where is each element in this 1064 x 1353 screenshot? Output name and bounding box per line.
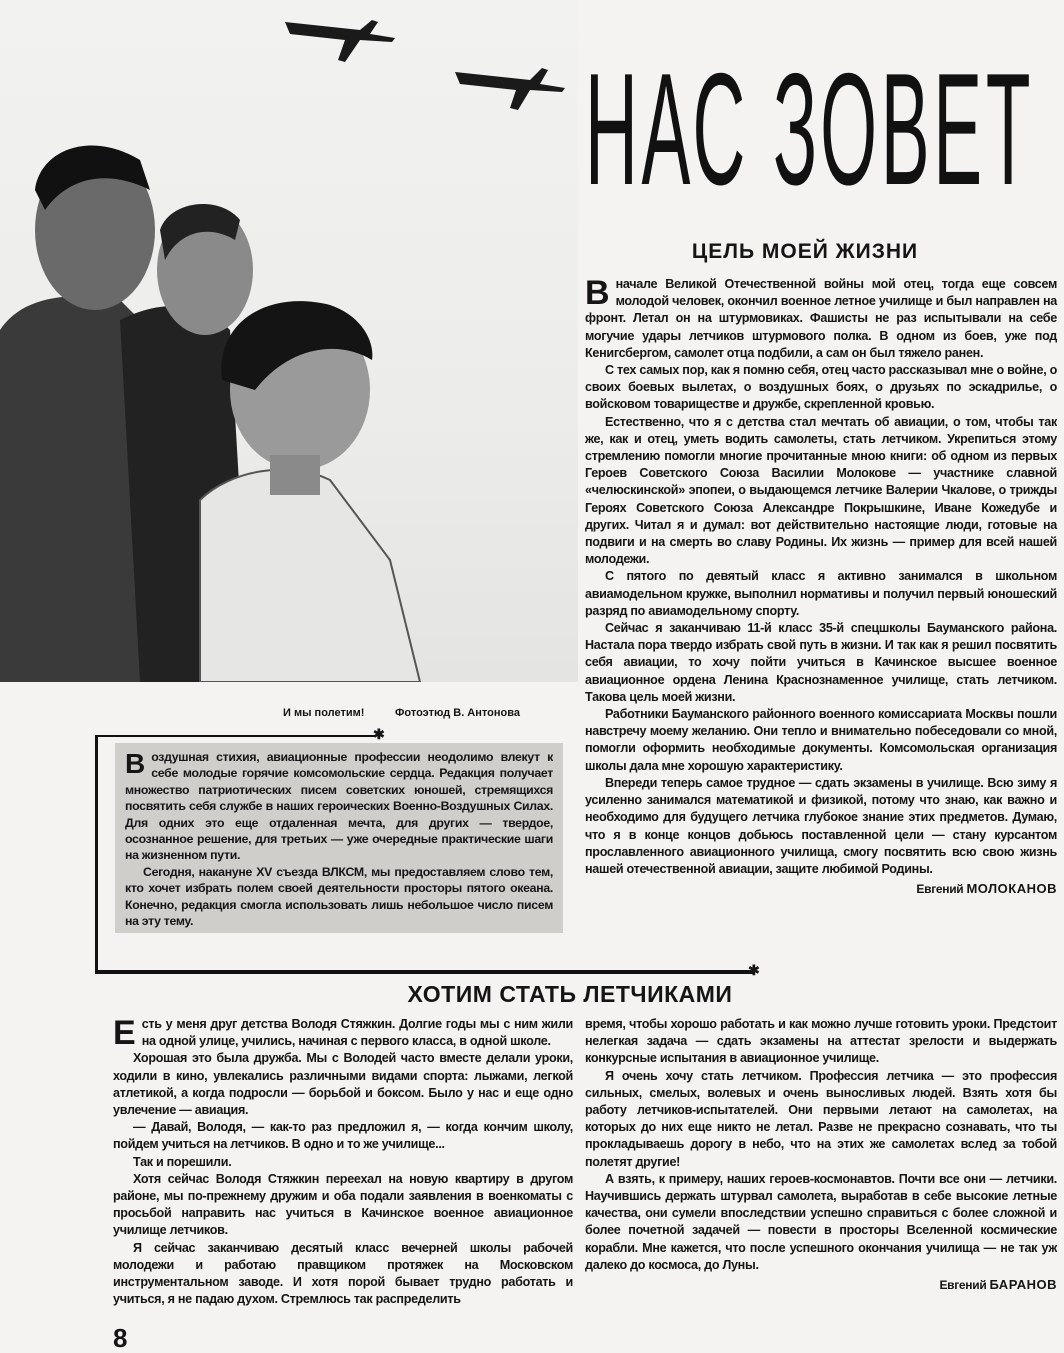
- page-number: 8: [113, 1323, 128, 1353]
- drop-cap: В: [125, 748, 146, 779]
- drop-cap: Е: [113, 1014, 136, 1052]
- article2-column-1: [113, 1016, 573, 1308]
- article1-heading: ЦЕЛЬ МОЕЙ ЖИЗНИ: [691, 240, 919, 263]
- frame-rule: [95, 970, 755, 974]
- star-ornament-icon: ✱: [373, 726, 385, 742]
- article2-paragraph: А взять, к примеру, наших героев-космонавтов. Почти все они — летчики. Научившись держать штурвал самолета, выработав в себе высокие летные качества, они сумели впоследствии успешно справиться с более сложной и более почетной задачей — повести в просторы Вселенной космические корабли. Мне кажется, что после успешного окончания училища — не так уж далеко до космоса, до Луны.: [585, 1171, 1057, 1272]
- editorial-paragraph: [125, 749, 553, 864]
- drop-cap: В: [585, 274, 610, 312]
- article1-paragraph: [585, 276, 1057, 362]
- article1-paragraph: Сейчас я заканчиваю 11-й класс 35-й спецшколы Бауманского района. Настала пора твердо избрать свой путь в жизни. И так как я решил посвятить себя авиации, то хочу пойти учиться в Качинское высшее военное авиационное ордена Ленина Краснознаменное училище, стать летчиком. Такова цель моей жизни.: [585, 621, 1057, 704]
- article2-paragraph: время, чтобы хорошо работать и как можно лучше готовить уроки. Предстоит нелегкая задача — сдать экзамены на аттестат зрелости и выдержать конкурсные испытания в авиационное училище.: [585, 1017, 1057, 1066]
- article2-paragraph: Так и порешили.: [133, 1154, 232, 1169]
- author-first-name: Евгений: [916, 882, 964, 897]
- page-title-text: НАС ЗОВЕТ: [585, 40, 1035, 220]
- photo-credit: Фотоэтюд В. Антонова: [395, 707, 520, 719]
- article2-paragraph: Хотя сейчас Володя Стяжкин переехал на новую квартиру в другом районе, мы по-прежнему дружим и оба подали заявления в военкоматы с просьбой направить нас учиться в Качинское военное авиационное училище летчиков.: [113, 1171, 573, 1238]
- article1-paragraph: С тех самых пор, как я помню себя, отец часто рассказывал мне о войне, о своих боевых вылетах, о воздушных боях, о друзьях по эскадрилье, о войсковом товариществе и дружбе, скрепленной кровью.: [585, 363, 1057, 412]
- star-ornament-icon: ✱: [748, 962, 760, 978]
- frame-rule: [95, 735, 375, 737]
- article1-paragraph: С пятого по девятый класс я активно занимался в школьном авиамодельном кружке, выполнил нормативы и получил первый юношеский разряд по авиамодельному спорту.: [585, 569, 1057, 618]
- photo-caption: И мы полетим!: [283, 707, 365, 719]
- page-title: [585, 40, 1035, 220]
- article2-paragraph: Я очень хочу стать летчиком. Профессия летчика — это профессия сильных, смелых, волевых и очень выносливых людей. Взять хотя бы работу летчиков-испытателей. Они первыми летают на самолетах, на которых до них еще никто не летал. Разве не прекрасно сознавать, что ты прокладываешь дорогу в небо, что на этих же самолетах вслед за тобой полетят другие!: [585, 1068, 1057, 1169]
- article2-paragraph: [113, 1016, 573, 1050]
- article1-paragraph: Работники Бауманского районного военного комиссариата Москвы пошли навстречу моему желанию. Они тепло и внимательно побеседовали со мной, помогли оформить необходимые документы. Комсомольская организация школы дала мне хорошую характеристику.: [585, 707, 1057, 773]
- photo-illustration: [0, 0, 578, 682]
- author-first-name: Евгений: [939, 1278, 987, 1293]
- paragraph-text: оздушная стихия, авиационные профессии неодолимо влекут к себе молодые горячие комсомольские сердца. Редакция получает множество патриотических писем советских юношей, стремящихся посвятить себя службе в наших героических Военно-Воздушных Силах. Для одних это еще отдаленная мечта, для других — твердое, осознанное решение, для третьих — уже очередные практические шаги на жизненном пути.: [125, 750, 553, 863]
- airplane-icon: [285, 20, 395, 62]
- article2-author: [585, 1276, 1057, 1294]
- article1-paragraph: Естественно, что я с детства стал мечтать об авиации, о том, чтобы так же, как и отец, уметь водить самолеты, стать летчиком. Укрепиться этому стремлению помогли многие прочитанные мною книги: об одном из первых Героев Советского Союза Василии Молокове — участнике славной «челюскинской» эпопеи, о выдающемся летчике Валерии Чкалове, о трижды Героях Советского Союза Александре Покрышкине, Иване Кожедубе и других. Читал я и думал: вот действительно настоящие люди, готовые на подвиги и на смерть во славу Родины. Их жизнь — пример для всей нашей молодежи.: [585, 414, 1057, 567]
- editorial-paragraph: Сегодня, накануне XV съезда ВЛКСМ, мы предоставляем слово тем, кто хочет избрать полем своей деятельности просторы пятого океана. Конечно, редакция смогла использовать лишь небольшое число писем на эту тему.: [125, 864, 553, 929]
- photo-boys-watching-planes: [0, 0, 578, 682]
- editorial-intro: [115, 743, 563, 933]
- frame-rule: [95, 735, 98, 970]
- author-last-name: БАРАНОВ: [989, 1277, 1057, 1293]
- airplane-icon: [455, 68, 565, 110]
- article1-body: [585, 276, 1057, 898]
- article2-paragraph: Хорошая это была дружба. Мы с Володей часто вместе делали уроки, ходили в кино, увлекались различными видами спорта: лыжами, легкой атлетикой, а когда подросли — борьбой и боксом. Было у нас и еще одно увлечение — авиация.: [113, 1051, 573, 1118]
- article2-heading: ХОТИМ СТАТЬ ЛЕТЧИКАМИ: [407, 981, 733, 1007]
- boys-silhouettes: [0, 146, 420, 682]
- paragraph-text: начале Великой Отечественной войны мой отец, тогда еще совсем молодой человек, окончил военное летное училище и был направлен на фронт. Летал он на штурмовиках. Фашисты не раз испытывали на себе могучие удары летчиков штурмового полка. В одном из боев, уже под Кенигсбергом, самолет отца подбили, а сам он был тяжело ранен.: [585, 277, 1057, 360]
- author-last-name: МОЛОКАНОВ: [966, 881, 1057, 897]
- article2-paragraph: — Давай, Володя, — как-то раз предложил я, — когда кончим школу, пойдем учиться на летчиков. В одно и то же училище...: [113, 1120, 573, 1152]
- paragraph-text: сть у меня друг детства Володя Стяжкин. Долгие годы мы с ним жили на одной улице, учились, начиная с первого класса, в одной школе.: [141, 1017, 573, 1049]
- article2-paragraph: Я сейчас заканчиваю десятый класс вечерней школы рабочей молодежи и работаю правщиком протяжек на Московском инструментальном заводе. И хотя порой бывает трудно работать и учиться, я не падаю духом. Стремлюсь так распределить: [113, 1240, 573, 1307]
- article2-column-2: [585, 1016, 1057, 1294]
- article1-paragraph: Впереди теперь самое трудное — сдать экзамены в училище. Всю зиму я усиленно занимался математикой и физикой, потому что знаю, как важно и необходимо для будущего летчика глубокое знание этих предметов. Думаю, что я в конце концов добьюсь поставленной цели — стану курсантом прославленного авиационного училища, смогу посвятить всю свою жизнь нашей отечественной авиации, защите любимой Родины.: [585, 775, 1057, 876]
- article1-author: [585, 880, 1057, 898]
